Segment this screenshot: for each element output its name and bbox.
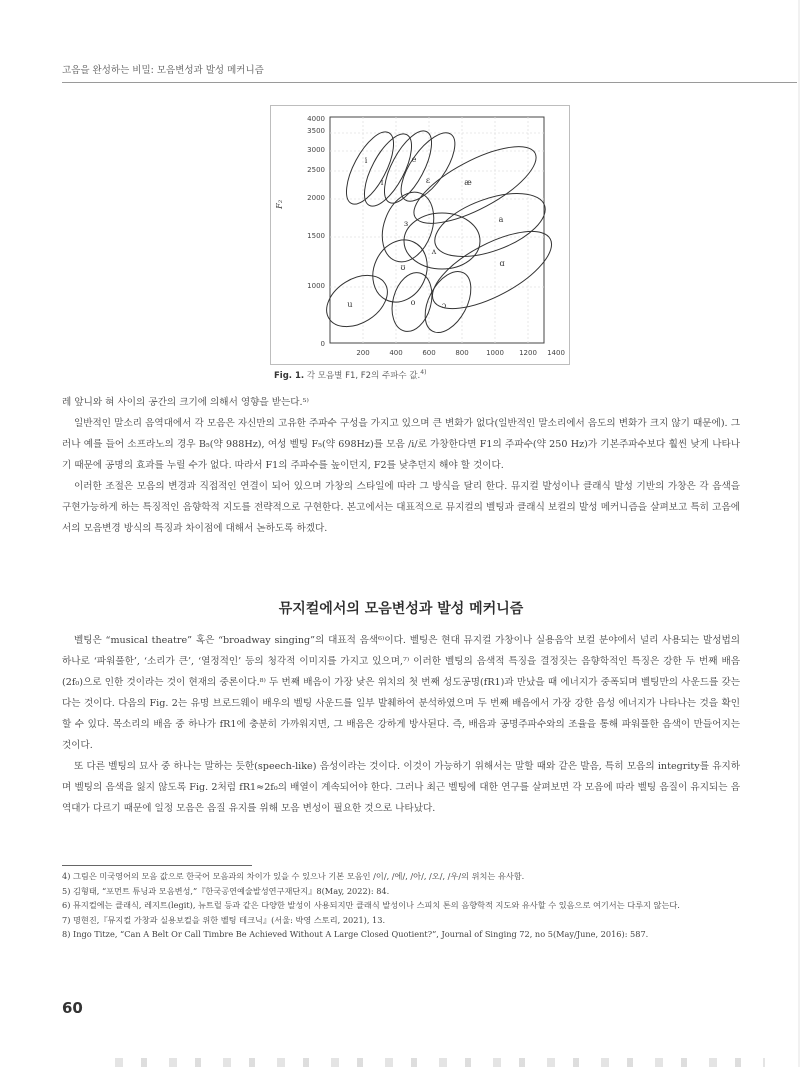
svg-text:ʌ: ʌ — [431, 247, 437, 256]
svg-text:3000: 3000 — [307, 146, 325, 154]
svg-text:i: i — [364, 156, 368, 165]
paragraph: 또 다른 벨팅의 묘사 중 하나는 말하는 듯한(speech-like) 음성이라는 것이다. 이것이 가능하기 위해서는 말할 때와 같은 발음, 특히 모음의 integrity를 유지하며 벨팅의 음색을 잃지 않도록 Fig. 2처럼 fR1≈2f₀의 배열이 계속되어야 한다. 그러나 최근 벨팅에 대한 연구를 살펴보면 각 모음에 따라 벨팅 음질이 유지되는 음역대가 다르기 때문에 일정 모음은 음질 유지를 위해 모음 변성이 필요한 것으로 나타났다. — [62, 761, 740, 814]
svg-text:1400: 1400 — [547, 349, 565, 357]
svg-text:ɪ: ɪ — [380, 178, 384, 187]
paragraph: 벨팅은 “musical theatre” 혹은 “broadway singing”의 대표적 음색⁶⁾이다. 벨팅은 현대 뮤지컬 가창이나 실용음악 보컬 분야에서 널리 사용되는 발성법의 하나로 ‘파워풀한’, ‘소리가 큰’, ‘열정적인’ 등의 청각적 이미지를 가지고 있으며,⁷⁾ 이러한 벨팅의 음색적 특징을 결정짓는 음향학적인 특징은 강한 두 번째 배음(2f₀)으로 인한 것이라는 것이 현재의 중론이다.⁸⁾ 두 번째 배음이 가장 낮은 위치의 첫 번째 성도공명(fR1)과 만났을 때 에너지가 중폭되며 벨팅만의 사운드를 갖는다는 것이다. 다음의 Fig. 2는 유명 브로드웨이 배우의 벨팅 사운드를 일부 발췌하여 분석하였으며 두 번째 배음에서 가장 강한 음성 에너지가 나타나는 것을 확인할 수 있다. 목소리의 배음 중 하나가 fR1에 충분히 가까워지면, 그 배음은 강하게 방사된다. 즉, 배음과 공명주파수와의 조율을 통해 파워풀한 음색이 만들어지는 것이다. — [62, 635, 740, 751]
svg-text:1500: 1500 — [307, 232, 325, 240]
svg-text:ʊ: ʊ — [400, 263, 406, 272]
page-number: 60 — [62, 999, 83, 1017]
svg-text:1200: 1200 — [519, 349, 537, 357]
figure-caption-label: Fig. 1. — [274, 371, 305, 381]
figure-caption — [274, 369, 594, 381]
formant-chart-svg — [270, 105, 570, 365]
svg-text:a: a — [498, 215, 504, 224]
paragraph: 이러한 조절은 모음의 변경과 직접적인 연결이 되어 있으며 가창의 스타일에 따라 그 방식을 달리 한다. 뮤지컬 발성이나 클래식 발성 기반의 가창은 각 음색을 구현가능하게 하는 특징적인 음향학적 지도를 전략적으로 구현한다. 본고에서는 대표적으로 뮤지컬의 벨팅과 클래식 보컬의 발성 메커니즘을 살펴보고 특히 고음에서의 모음변경 방식의 특징과 차이점에 대해서 논하도록 하겠다. — [62, 481, 740, 534]
next-page-bleed — [115, 1058, 765, 1067]
running-header: 고음을 완성하는 비밀: 모음변성과 발성 메커니즘 — [62, 62, 797, 83]
svg-text:ɑ: ɑ — [499, 259, 505, 268]
svg-text:o: o — [410, 298, 416, 307]
svg-text:0: 0 — [320, 340, 325, 348]
intro-paragraphs — [62, 392, 740, 539]
figure-caption-text: 각 모음별 F1, F2의 주파수 값. — [304, 371, 421, 381]
svg-text:æ: æ — [464, 178, 472, 187]
svg-text:e: e — [411, 155, 417, 164]
svg-text:600: 600 — [422, 349, 436, 357]
footnote-7: 7) 명현진,『뮤지컬 가창과 실용보컬을 위한 벨팅 테크닉』(서울: 박영 스토리, 2021), 13. — [62, 914, 386, 925]
svg-text:400: 400 — [389, 349, 403, 357]
paragraph: 일반적인 말소리 음역대에서 각 모음은 자신만의 고유한 주파수 구성을 가지고 있으며 큰 변화가 없다(일반적인 말소리에서 음도의 변화가 크지 않기 때문에). 그러나 예를 들어 소프라노의 경우 B₅(약 988Hz), 여성 벨팅 F₅(약 698Hz)를 모음 /i/로 가창한다면 F1의 주파수(약 250 Hz)가 기본주파수보다 훨씬 낮게 나타나기 때문에 공명의 효과를 누릴 수가 없다. 따라서 F1의 주파수를 높이던지, F2를 낮추던지 해야 할 것이다. — [62, 418, 740, 471]
footnote-4: 4) 그림은 미국영어의 모음 값으로 한국어 모음과의 차이가 있을 수 있으나 기본 모음인 /이/, /에/, /아/, /오/, /우/의 위치는 유사함. — [62, 871, 525, 881]
svg-text:ɔ: ɔ — [441, 301, 447, 310]
svg-text:2000: 2000 — [307, 194, 325, 202]
footnote-8: 8) Ingo Titze, “Can A Belt Or Call Timbre Be Achieved Without A Large Closed Quotient?”, Journal of Singing 72, no 5(May/June, 2016): 587. — [62, 929, 649, 939]
svg-text:800: 800 — [455, 349, 469, 357]
footnote-divider — [62, 865, 252, 866]
svg-text:ɛ: ɛ — [425, 176, 431, 185]
svg-text:1000: 1000 — [486, 349, 504, 357]
svg-text:3500: 3500 — [307, 127, 325, 135]
footnote-6: 6) 뮤지컬에는 클래식, 레지트(legit), 뉴트럴 등과 같은 다양한 발성이 사용되지만 클래식 발성이나 스피치 톤의 음향학적 지도와 유사할 수 있음으로 여기서는 다루지 않는다. — [62, 900, 680, 910]
figure-caption-note: 4) — [420, 369, 427, 377]
svg-text:1000: 1000 — [307, 282, 325, 290]
svg-text:200: 200 — [356, 349, 370, 357]
paragraph: 레 앞니와 혀 사이의 공간의 크기에 의해서 영향을 받는다.⁵⁾ — [62, 397, 309, 408]
footnote-5: 5) 김형태, “포먼트 튜닝과 모음변성,”『한국공연예술발성연구재단지』8(May, 2022): 84. — [62, 885, 390, 896]
svg-text:ɜ: ɜ — [403, 219, 409, 228]
y-axis-label: F₂ — [275, 199, 285, 209]
footnotes — [62, 869, 752, 942]
section-paragraphs — [62, 630, 740, 819]
svg-text:2500: 2500 — [307, 166, 325, 174]
section-title: 뮤지컬에서의 모음변성과 발성 메커니즘 — [278, 601, 524, 617]
svg-text:4000: 4000 — [307, 115, 325, 123]
figure-formant-chart — [270, 105, 570, 365]
svg-text:u: u — [347, 300, 353, 309]
